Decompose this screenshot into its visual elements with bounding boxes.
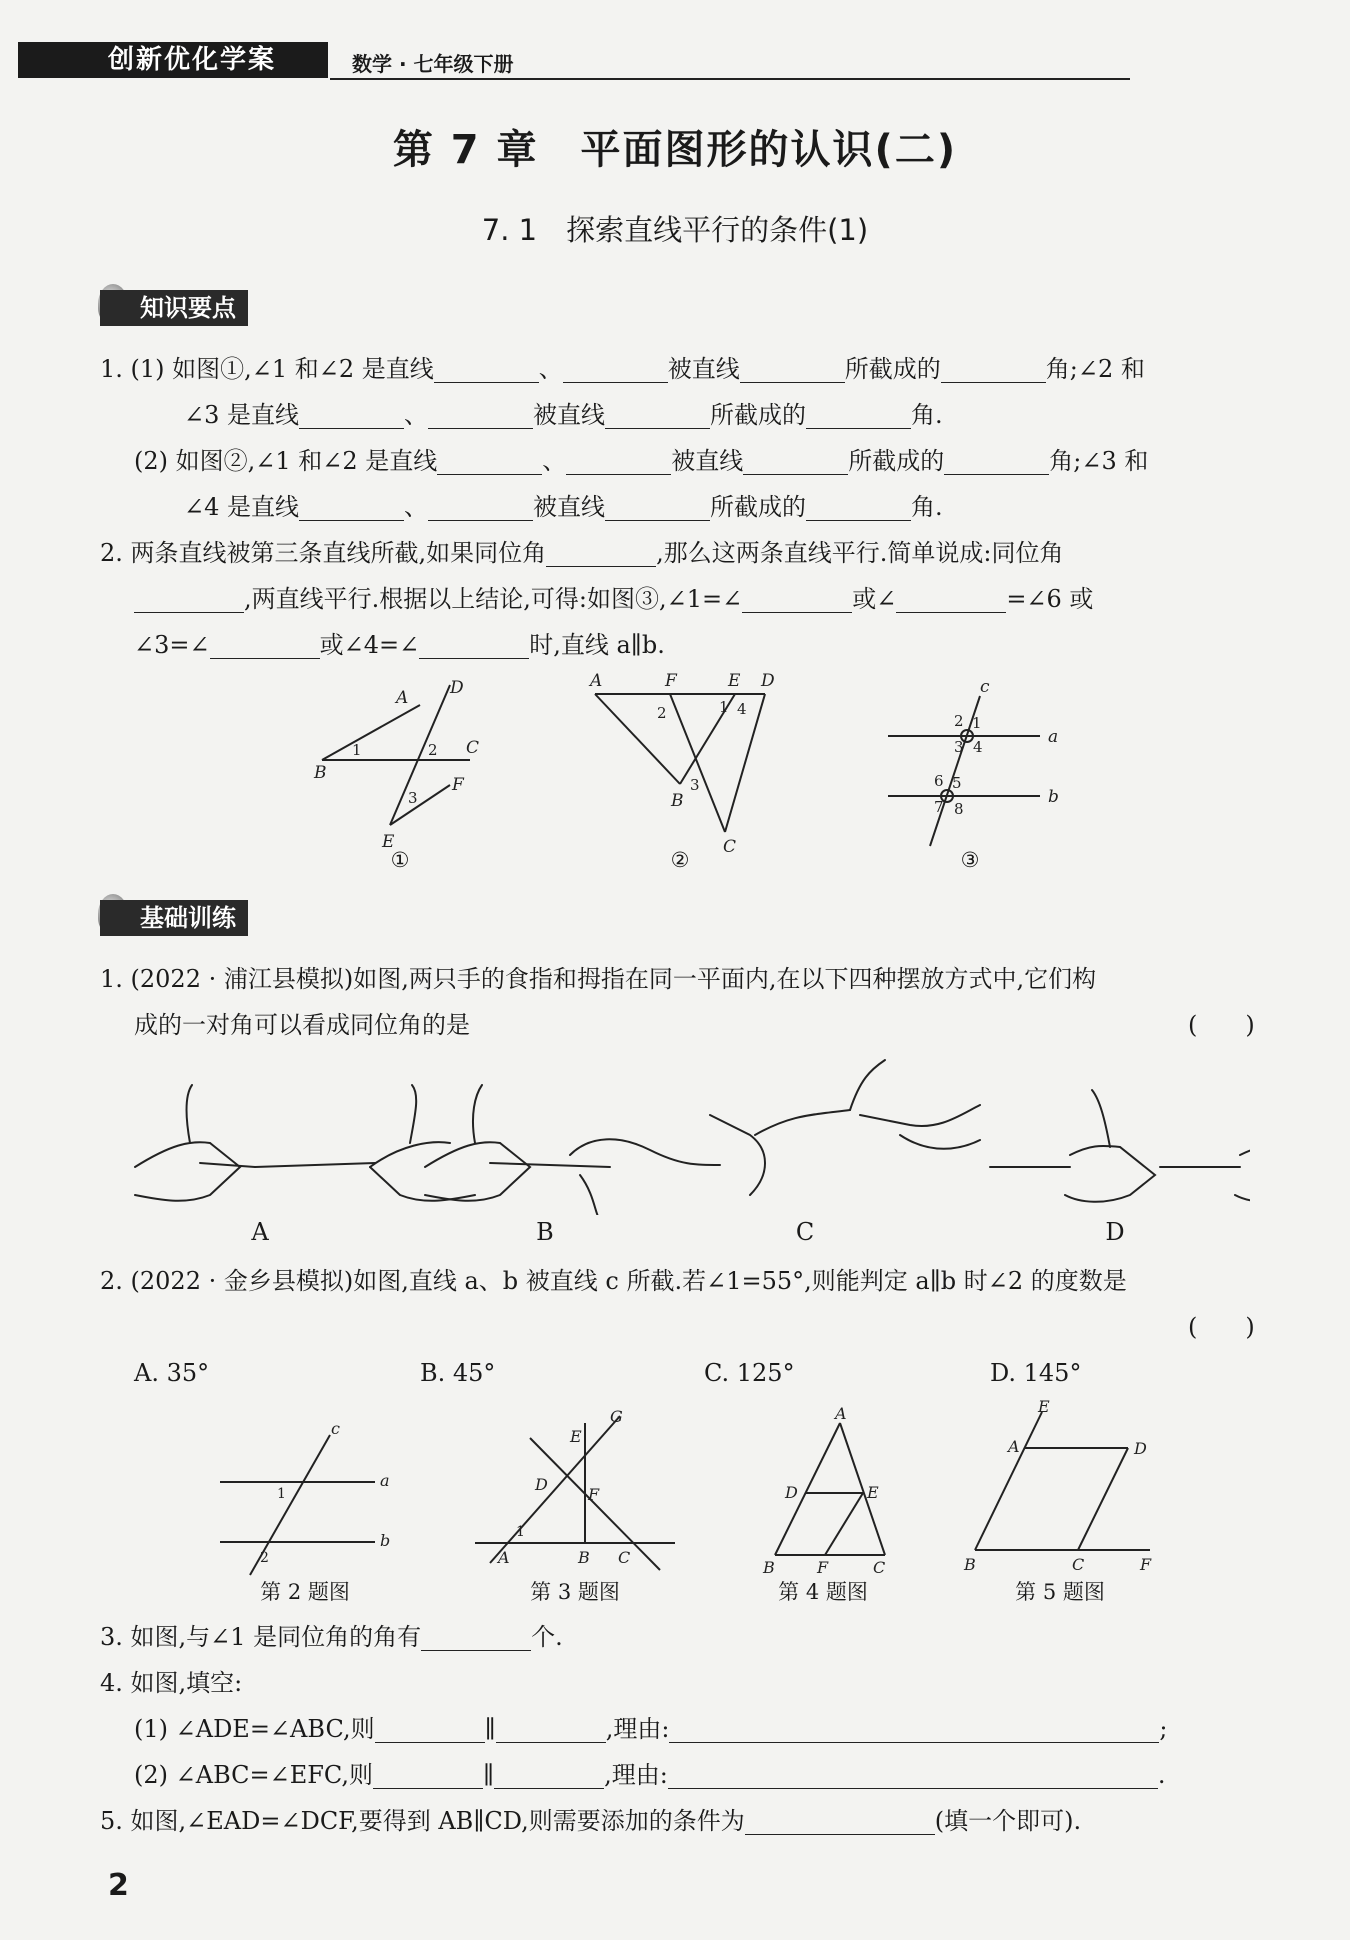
svg-text:1: 1 [516,1524,525,1540]
answer-blank[interactable] [375,1712,485,1743]
end-punct: . [1157,1761,1166,1789]
q3-figure-caption: 第 3 题图 [530,1580,620,1604]
knowledge-q1-line1 [100,346,1145,392]
answer-blank[interactable] [428,398,533,429]
q1-2-text-b2: 被直线 [533,493,606,521]
svg-text:2: 2 [428,741,438,759]
answer-blank[interactable] [806,490,911,521]
separator: 、 [538,355,563,383]
q5-figure-diagram [960,1400,1160,1575]
svg-text:c: c [331,1420,340,1438]
answer-blank[interactable] [563,352,668,383]
svg-text:2: 2 [954,712,964,730]
answer-blank[interactable] [669,1712,1159,1743]
basic-q2-text: 2. (2022 · 金乡县模拟)如图,直线 a、b 被直线 c 所截.若∠1=55°,则能判定 a∥b 时∠2 的度数是 [100,1267,1127,1295]
svg-text:B: B [671,791,684,811]
end-punct: ; [1159,1715,1168,1743]
section-title: 7. 1 探索直线平行的条件(1) [481,213,869,247]
basic-q4: 4. 如图,填空: [100,1669,243,1697]
answer-blank[interactable] [419,628,529,659]
svg-text:2: 2 [657,704,667,722]
knowledge-q1-line2 [184,392,943,438]
q2-text-b: ,那么这两条直线平行.简单说成:同位角 [656,539,1064,567]
svg-text:C: C [873,1558,886,1577]
header-subject: 数学 · 七年级下册 [352,52,514,76]
answer-blank[interactable] [566,444,671,475]
svg-text:F: F [1140,1555,1152,1574]
svg-text:B: B [964,1555,976,1574]
svg-text:A: A [835,1405,847,1423]
q1-1-text-f: 角. [911,401,943,429]
basic-q5 [100,1798,1081,1844]
svg-text:C: C [618,1548,631,1567]
svg-text:C: C [466,738,480,758]
hands-label-c: C [795,1218,815,1246]
figure-1-diagram [310,675,490,860]
q4-figure-caption: 第 4 题图 [778,1580,868,1604]
basic-q3 [100,1614,563,1660]
q3-text-b: 个. [531,1623,563,1651]
svg-text:b: b [380,1531,391,1550]
answer-blank[interactable] [806,398,911,429]
parallel-sign: ∥ [483,1761,495,1789]
q2-text-g: 或∠4=∠ [319,631,420,659]
answer-blank[interactable] [605,490,710,521]
svg-text:F: F [665,672,677,691]
chapter-title: 第 7 章 平面图形的认识(二) [392,127,958,173]
svg-text:1: 1 [352,741,362,759]
separator: 、 [404,493,429,521]
svg-text:1: 1 [719,698,729,716]
answer-blank[interactable] [299,398,404,429]
figure-2-diagram [585,672,775,862]
answer-blank[interactable] [668,1758,1158,1789]
svg-text:B: B [314,763,327,783]
q1-2-text-d: 角;∠3 和 [1049,447,1149,475]
svg-text:D: D [535,1475,548,1494]
q4-2-text: (2) ∠ABC=∠EFC,则 [134,1761,374,1789]
svg-text:C: C [723,837,737,857]
q4-figure-diagram [755,1405,905,1577]
svg-text:B: B [763,1558,775,1577]
svg-text:a: a [380,1471,390,1490]
q1-2-text-f: 角. [911,493,943,521]
q2-text-d: 或∠ [852,585,897,613]
q2-option-d[interactable]: D. 145° [990,1359,1082,1387]
basic-q1-line1: 1. (2022 · 浦江县模拟)如图,两只手的食指和拇指在同一平面内,在以下四种摆放方式中,它们构 [100,965,1097,993]
q2-option-a[interactable]: A. 35° [134,1359,210,1387]
svg-text:D: D [785,1483,798,1502]
page-number: 2 [108,1868,129,1903]
reason-label: ,理由: [605,1715,670,1743]
svg-text:E: E [728,672,741,691]
answer-blank[interactable] [210,628,320,659]
answer-blank[interactable] [546,536,656,567]
q5-text-b: (填一个即可). [934,1807,1082,1835]
q1-1-text-a: 1. (1) 如图①,∠1 和∠2 是直线 [100,355,434,383]
knowledge-section-label: 知识要点 [100,290,248,326]
svg-text:1: 1 [277,1486,286,1502]
q1-2-text-c2: 所截成的 [710,493,807,521]
q2-figure-diagram [215,1420,405,1580]
figure-2-caption: ② [670,848,690,872]
hands-option-a-figure [135,1085,475,1201]
svg-text:7: 7 [934,798,944,816]
hands-option-c-figure [710,1060,980,1195]
q1-1-text-d: 角;∠2 和 [1045,355,1145,383]
parallel-sign: ∥ [484,1715,496,1743]
hands-option-d-figure [990,1090,1250,1202]
knowledge-q2-line1 [100,530,1064,576]
answer-blank[interactable] [134,582,244,613]
figure-1-caption: ① [390,848,410,872]
q2-text-a: 2. 两条直线被第三条直线所截,如果同位角 [100,539,547,567]
q2-text-e: =∠6 或 [1006,585,1094,613]
answer-blank[interactable] [896,582,1006,613]
svg-text:c: c [980,678,990,697]
answer-blank[interactable] [743,444,848,475]
q5-text-a: 5. 如图,∠EAD=∠DCF,要得到 AB∥CD,则需要添加的条件为 [100,1807,745,1835]
svg-text:4: 4 [973,738,983,756]
knowledge-q1-line4 [184,484,943,530]
q2-text-f: ∠3=∠ [134,631,210,659]
header-brand: 创新优化学案 [108,45,277,75]
answer-blank[interactable] [373,1758,483,1789]
svg-text:5: 5 [952,774,962,792]
q1-1-text-c: 所截成的 [844,355,941,383]
svg-text:E: E [382,832,395,852]
answer-blank[interactable] [421,1620,531,1651]
q3-text-a: 3. 如图,与∠1 是同位角的角有 [100,1623,422,1651]
q5-figure-caption: 第 5 题图 [1015,1580,1105,1604]
knowledge-q1-line3 [134,438,1148,484]
answer-blank[interactable] [941,352,1046,383]
svg-text:F: F [588,1485,600,1504]
header-rule [330,78,1130,80]
svg-text:3: 3 [408,789,418,807]
q1-2-text-e: ∠4 是直线 [184,493,300,521]
svg-text:F: F [452,775,464,795]
answer-blank[interactable] [437,444,542,475]
q2-option-c[interactable]: C. 125° [704,1359,795,1387]
answer-blank[interactable] [428,490,533,521]
q2-text-c: ,两直线平行.根据以上结论,可得:如图③,∠1=∠ [244,585,743,613]
q4-1-text: (1) ∠ADE=∠ABC,则 [134,1715,375,1743]
svg-text:a: a [1048,727,1059,747]
answer-blank[interactable] [299,490,404,521]
knowledge-q2-line2 [134,576,1093,622]
svg-text:E: E [1038,1400,1050,1416]
answer-blank[interactable] [742,582,852,613]
svg-text:6: 6 [934,772,944,790]
answer-blank[interactable] [740,352,845,383]
svg-text:2: 2 [260,1550,269,1566]
hands-label-a: A [251,1218,269,1246]
svg-text:b: b [1048,787,1059,807]
svg-text:A: A [590,672,603,691]
svg-text:A: A [396,688,409,708]
q3-figure-diagram [470,1408,680,1580]
q1-2-text-a: (2) 如图②,∠1 和∠2 是直线 [134,447,438,475]
q1-1-text-e: ∠3 是直线 [184,401,300,429]
answer-blank[interactable] [745,1804,935,1835]
svg-text:D: D [761,672,775,691]
basic-section-label: 基础训练 [100,900,248,936]
svg-text:C: C [1072,1555,1085,1574]
q2-option-b[interactable]: B. 45° [420,1359,496,1387]
svg-text:3: 3 [690,776,700,794]
basic-q4-2 [134,1752,1166,1798]
svg-text:8: 8 [954,800,964,818]
svg-text:G: G [610,1408,623,1426]
svg-text:F: F [817,1558,829,1577]
q2-text-h: 时,直线 a∥b. [529,631,665,659]
svg-text:E: E [867,1483,879,1502]
svg-text:E: E [570,1427,582,1446]
basic-q1-line2: 成的一对角可以看成同位角的是 [134,1011,470,1039]
svg-text:D: D [1134,1439,1147,1458]
q1-2-text-b: 被直线 [671,447,744,475]
svg-text:1: 1 [972,714,982,732]
answer-paren[interactable]: ( ) [1188,1011,1255,1039]
svg-text:A: A [1008,1437,1020,1456]
q2-figure-caption: 第 2 题图 [260,1580,350,1604]
q1-2-text-c: 所截成的 [848,447,945,475]
q1-1-text-c2: 所截成的 [710,401,807,429]
svg-text:4: 4 [737,700,747,718]
answer-blank[interactable] [434,352,539,383]
svg-text:B: B [578,1548,590,1567]
figure-3-caption: ③ [960,848,980,872]
hands-figures [130,1055,1250,1215]
reason-label: ,理由: [604,1761,668,1789]
svg-text:D: D [450,678,464,698]
separator: 、 [404,401,429,429]
hands-label-d: D [1105,1218,1125,1246]
answer-blank[interactable] [496,1712,606,1743]
answer-blank[interactable] [494,1758,604,1789]
svg-text:A: A [498,1548,510,1567]
svg-text:3: 3 [954,738,964,756]
q1-1-text-b: 被直线 [667,355,740,383]
answer-paren[interactable]: ( ) [1188,1313,1255,1341]
separator: 、 [542,447,567,475]
knowledge-q2-line3 [134,622,665,668]
answer-blank[interactable] [605,398,710,429]
q1-1-text-b2: 被直线 [533,401,606,429]
hands-label-b: B [536,1218,554,1246]
basic-q4-1 [134,1706,1168,1752]
figure-3-diagram [880,678,1070,853]
answer-blank[interactable] [944,444,1049,475]
